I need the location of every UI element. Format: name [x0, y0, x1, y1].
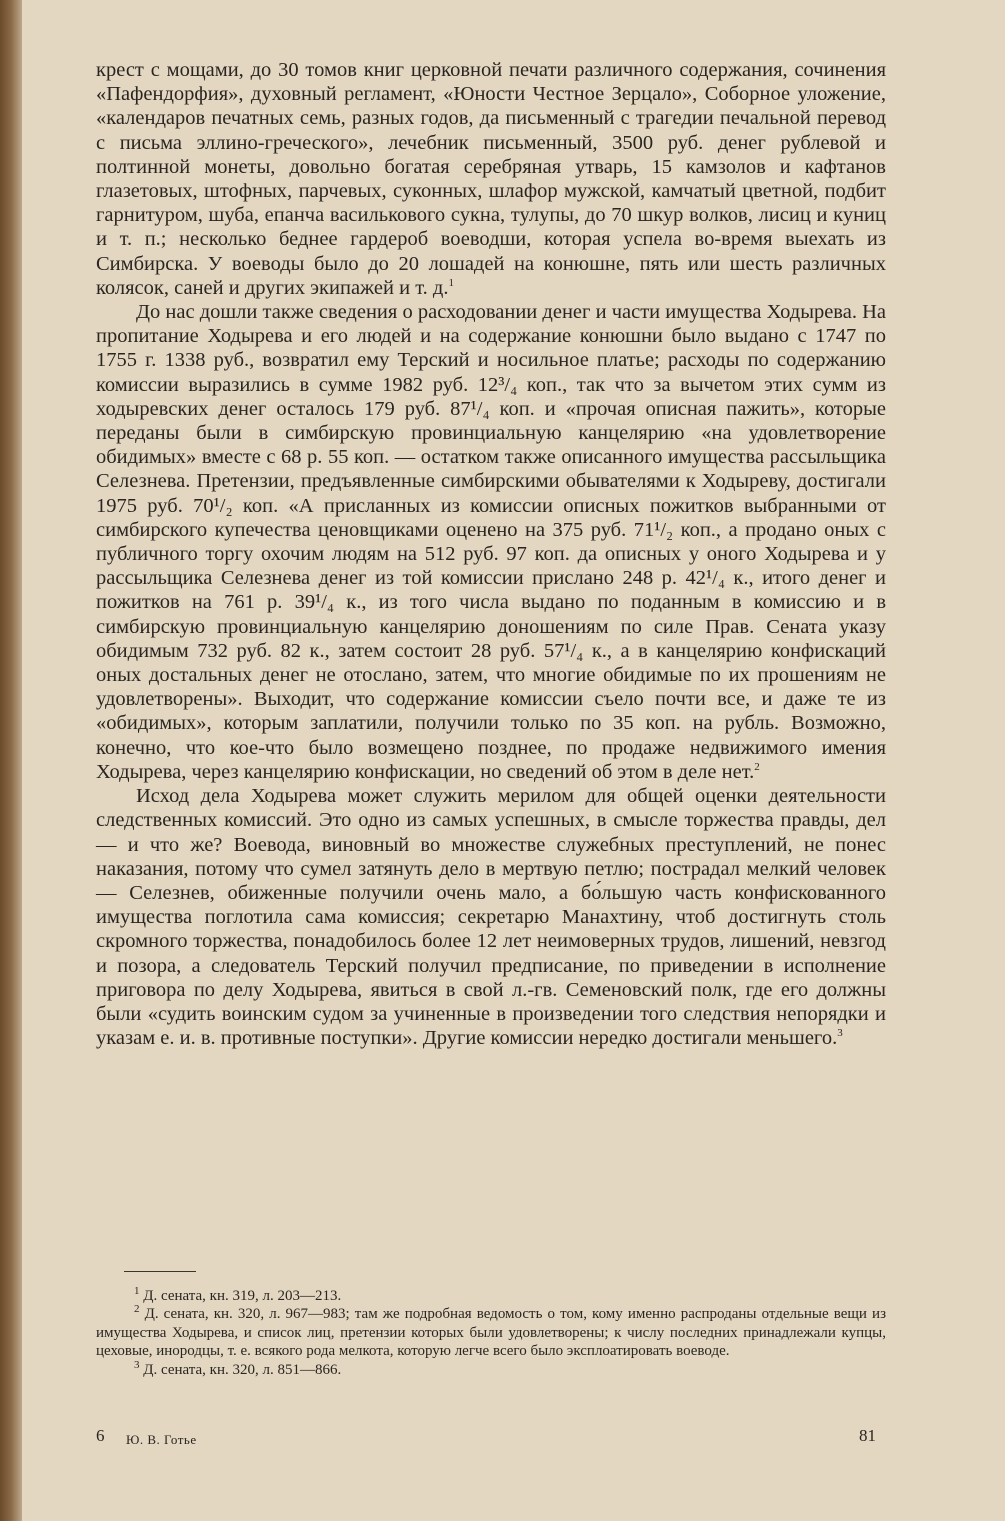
author-name: Ю. В. Готье — [126, 1432, 197, 1447]
footnote-1-text: Д. сената, кн. 319, л. 203—213. — [143, 1288, 342, 1304]
paragraph-1-text: крест с мощами, до 30 томов книг церковной печати различного содержания, сочинения «Пафендорфия», духовный регламент, «Юности Честное Зерцало», Соборное уложение, «календаров печатных семь, разных годов, да письменный с трагедии печальной перевод с письма эллино-греческого», лечебник письменный, 3500 руб. денег рублевой и полтинной монеты, довольно богатая серебряная утварь, 15 камзолов и кафтанов глазетовых, штофных, парчевых, суконных, шлафор мужской, камчатый цветной, подбит гарнитуром, шуба, епанча василькового сукна, тулупы, до 70 шкур волков, лисиц и куниц и т. п.; несколько беднее гардероб воеводши, которая успела во-время выехать из Симбирска. У воеводы было до 20 лошадей на конюшне, пять или шесть различных колясок, саней и других экипажей и т. д. — [96, 59, 886, 299]
footnote-3-text: Д. сената, кн. 320, л. 851—866. — [143, 1361, 342, 1378]
footnote-2-mark: 2 — [134, 1303, 140, 1316]
footnotes — [96, 1287, 886, 1379]
book-page — [22, 0, 1005, 1521]
paragraph-2-text: До нас дошли также сведения о расходовании денег и части имущества Ходырева. На пропитание Ходырева и его людей и на содержание конюшни было выдано с 1747 по 1755 г. 1338 руб., возвратил ему Терский и носильное платье; расходы по содержанию комиссии выразились в сумме 1982 руб. 12³/₄ коп., так что за вычетом этих сумм из ходыревских денег осталось 179 руб. 87¹/₄ коп. и «прочая описная пажить», которые переданы были в симбирскую провинциальную канцелярию «на удовлетворение обидимых» вместе с 68 р. 55 коп. — остатком также описанного имущества рассыльщика Селезнева. Претензии, предъявленные симбирскими обывателями к Ходыреву, достигали 1975 руб. 70¹/₂ коп. «А присланных из комиссии описных пожитков выбранными от симбирского купечества ценовщиками оценено на 375 руб. 71¹/₂ коп., а продано оных с публичного торгу охочим людям на 512 руб. 97 коп. да описных у оного Ходырева и у рассыльщика Селезнева денег из той комиссии прислано 248 р. 42¹/₄ к., итого денег и пожитков на 761 р. 39¹/₄ к., из того числа выдано по поданным в комиссию и в симбирскую провинциальную канцелярию доношениям по силе Прав. Сената указу обидимым 732 руб. 82 к., затем состоит 28 руб. 57¹/₄ к., а в канцелярию конфискаций оных достальных денег не отослано, затем, что многие обидимые по их прошениям не удовлетворены». Выходит, что содержание комиссии съело почти все, и даже те из «обидимых», которым заплатили, получили только по 35 коп. на рубль. Возможно, конечно, что кое-что было возмещено позднее, по продаже недвижимого имения Ходырева, через канцелярию конфискации, но сведений об этом в деле нет. — [96, 301, 886, 783]
footnote-2-text: Д. сената, кн. 320, л. 967—983; там же подробная ведомость о том, кому именно распроданы отдельные вещи из имущества Ходырева, и список лиц, претензии которых были удовлетворены; к числу последних принадлежали купцы, цеховые, инородцы, т. е. всякого рода мелкота, которую легче всего было эксплоатировать воеводе. — [96, 1306, 886, 1360]
paragraph-1 — [96, 58, 886, 300]
page-number: 81 — [859, 1426, 876, 1445]
book-spine — [0, 0, 22, 1521]
paragraph-3-text: Исход дела Ходырева может служить мерилом для общей оценки деятельности следственных комиссий. Это одно из самых успешных, в смысле торжества правды, дел — и что же? Воевода, виновный во множестве служебных преступлений, не понес наказания, потому что сумел затянуть дело в мертвую петлю; пострадал мелкий человек — Селезнев, обиженные получили очень мало, а бо́льшую часть конфискованного имущества поглотила сама комиссия; секретарю Манахтину, чтоб достигнуть столь скромного торжества, понадобилось более 12 лет неимоверных трудов, лишений, невзгод и позора, а следователь Терский получил предписание, по приведении в исполнение приговора по делу Ходырева, явиться в свой л.-гв. Семеновский полк, где его должны были «судить воинским судом за учиненные в произведении того следствия непорядки и указам е. и. в. противные поступки». Другие комиссии нередко достигали меньшего. — [96, 785, 886, 1050]
footnote-ref-3: 3 — [837, 1027, 843, 1040]
signature-mark: 6 — [96, 1426, 105, 1445]
footnote-ref-1: 1 — [448, 277, 454, 289]
footnote-3 — [96, 1358, 886, 1379]
main-text — [96, 58, 886, 1050]
footnote-divider — [124, 1271, 196, 1272]
footnote-3-mark: 3 — [134, 1358, 140, 1371]
paragraph-3 — [96, 784, 886, 1050]
paragraph-2 — [96, 300, 886, 784]
footnote-1-mark: 1 — [134, 1285, 140, 1297]
footnote-1 — [96, 1287, 886, 1305]
page-footer — [96, 1424, 886, 1448]
footnote-2 — [96, 1305, 886, 1360]
footnote-ref-2: 2 — [754, 761, 760, 774]
